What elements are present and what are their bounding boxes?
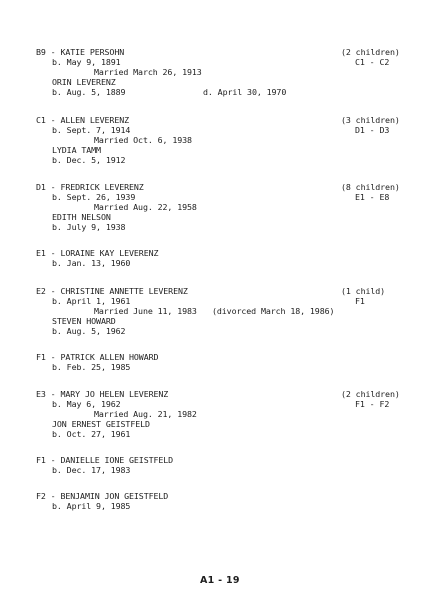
spouse-birth-date: b. Aug. 5, 1962 — [52, 326, 126, 336]
entry-heading: E1 - LORAINE KAY LEVERENZ — [36, 248, 159, 258]
children-range: E1 - E8 — [355, 192, 390, 202]
spouse-birth-date: b. Dec. 5, 1912 — [52, 155, 126, 165]
entry-heading: B9 - KATIE PERSOHN — [36, 47, 125, 57]
spouse-name: EDITH NELSON — [52, 212, 111, 222]
birth-date: b. May 6, 1962 — [52, 399, 121, 409]
birth-date: b. Dec. 17, 1983 — [52, 465, 131, 475]
birth-date: b. Sept. 7, 1914 — [52, 125, 131, 135]
entry-heading: C1 - ALLEN LEVERENZ — [36, 115, 130, 125]
entry-heading: F1 - PATRICK ALLEN HOWARD — [36, 352, 159, 362]
marriage-date: Married June 11, 1983 — [94, 306, 197, 316]
birth-date: b. Sept. 26, 1939 — [52, 192, 136, 202]
entry-heading: F2 - BENJAMIN JON GEISTFELD — [36, 491, 169, 501]
marriage-date: Married Aug. 22, 1958 — [94, 202, 197, 212]
page-number: A1 - 19 — [200, 575, 240, 586]
children-range: F1 - F2 — [355, 399, 390, 409]
spouse-name: STEVEN HOWARD — [52, 316, 116, 326]
children-count: (2 children) — [341, 47, 400, 57]
children-range: C1 - C2 — [355, 57, 390, 67]
children-count: (1 child) — [341, 286, 386, 296]
birth-date: b. April 1, 1961 — [52, 296, 131, 306]
birth-date: b. Feb. 25, 1985 — [52, 362, 131, 372]
entry-heading: D1 - FREDRICK LEVERENZ — [36, 182, 144, 192]
birth-date: b. April 9, 1985 — [52, 501, 131, 511]
children-count: (2 children) — [341, 389, 400, 399]
children-count: (8 children) — [341, 182, 400, 192]
marriage-date: Married March 26, 1913 — [94, 67, 202, 77]
children-count: (3 children) — [341, 115, 400, 125]
spouse-birth-date: b. Oct. 27, 1961 — [52, 429, 131, 439]
entry-heading: F1 - DANIELLE IONE GEISTFELD — [36, 455, 174, 465]
spouse-name: JON ERNEST GEISTFELD — [52, 419, 150, 429]
children-range: F1 — [355, 296, 365, 306]
entry-heading: E2 - CHRISTINE ANNETTE LEVERENZ — [36, 286, 188, 296]
marriage-date: Married Oct. 6, 1938 — [94, 135, 192, 145]
birth-date: b. May 9, 1891 — [52, 57, 121, 67]
spouse-death-date: d. April 30, 1970 — [203, 87, 287, 97]
birth-date: b. Jan. 13, 1960 — [52, 258, 131, 268]
spouse-birth-date: b. July 9, 1938 — [52, 222, 126, 232]
divorce-date: (divorced March 18, 1986) — [212, 306, 335, 316]
children-range: D1 - D3 — [355, 125, 390, 135]
marriage-date: Married Aug. 21, 1982 — [94, 409, 197, 419]
spouse-birth-date: b. Aug. 5, 1889 — [52, 87, 126, 97]
entry-heading: E3 - MARY JO HELEN LEVERENZ — [36, 389, 169, 399]
spouse-name: LYDIA TAMM — [52, 145, 101, 155]
spouse-name: ORIN LEVERENZ — [52, 77, 116, 87]
